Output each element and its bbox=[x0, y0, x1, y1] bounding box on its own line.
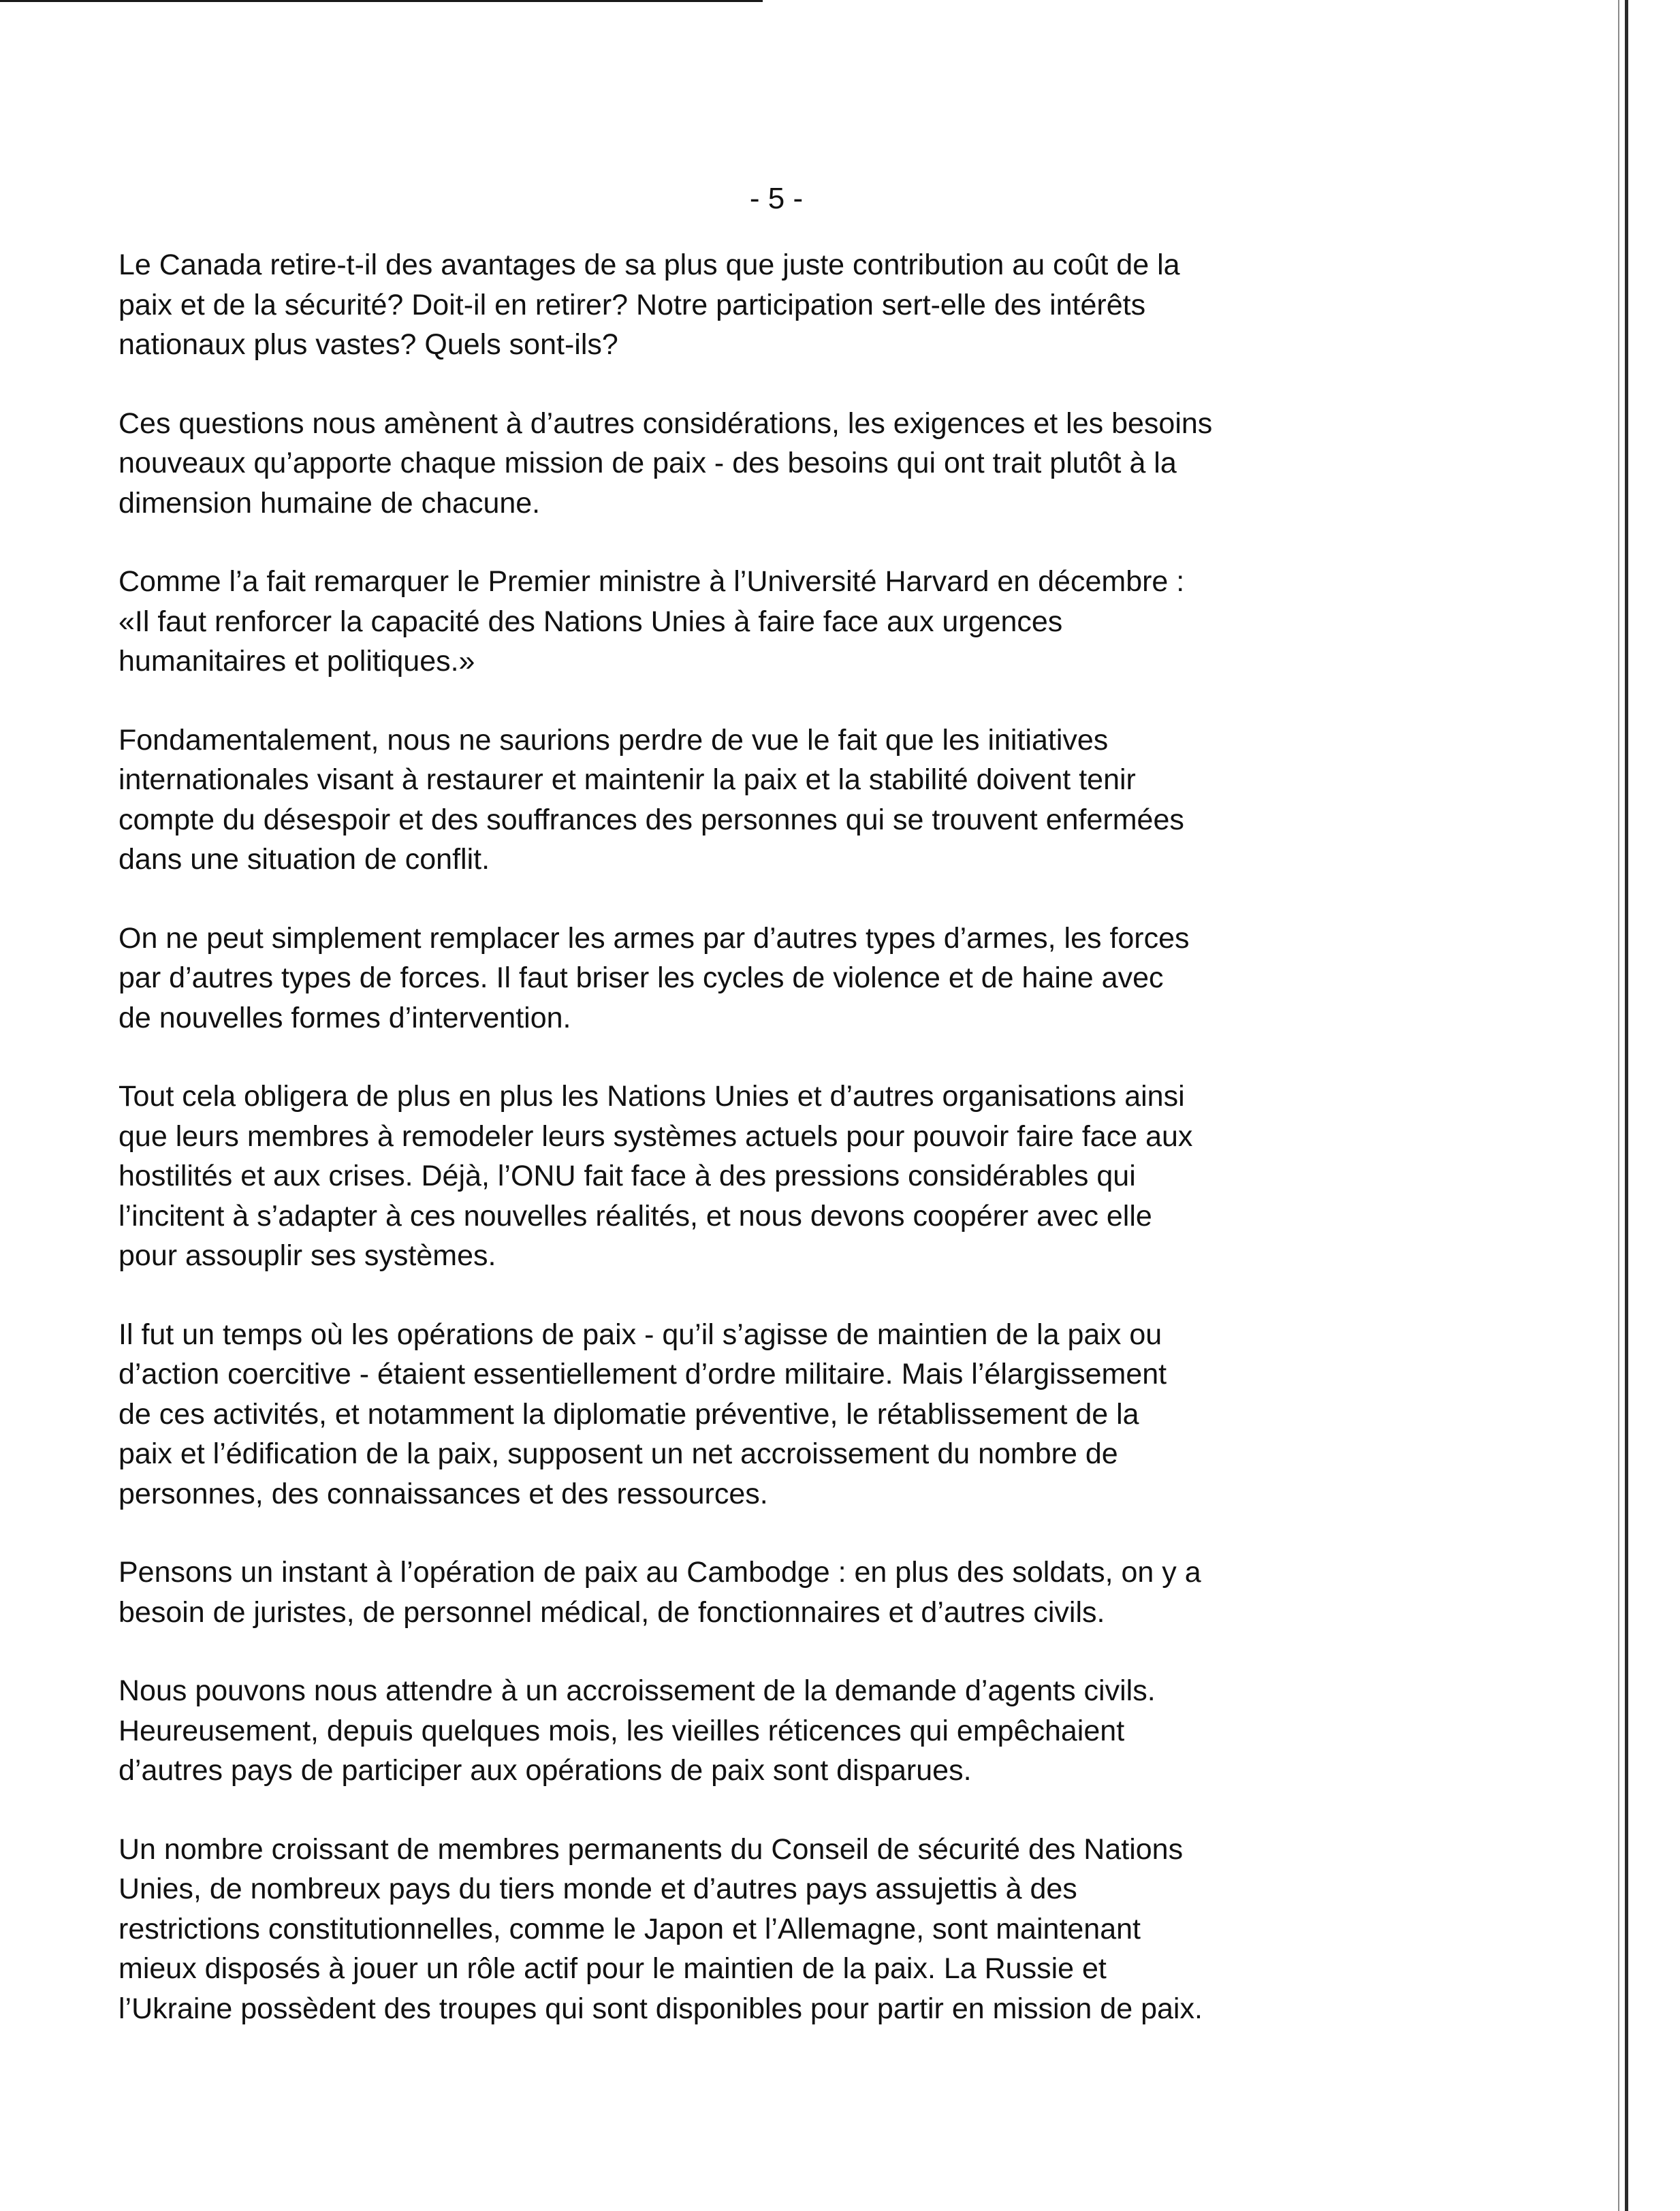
text-line: par d’autres types de forces. Il faut briser les cycles de violence et de haine avec bbox=[118, 961, 1164, 994]
paragraph bbox=[118, 245, 1494, 365]
text-line: personnes, des connaissances et des ressources. bbox=[118, 1477, 768, 1510]
text-line: restrictions constitutionnelles, comme le Japon et l’Allemagne, sont maintenant bbox=[118, 1912, 1141, 1945]
paragraph bbox=[118, 1671, 1494, 1791]
text-line: d’action coercitive - étaient essentiellement d’ordre militaire. Mais l’élargissement bbox=[118, 1358, 1167, 1390]
text-line: Pensons un instant à l’opération de paix au Cambodge : en plus des soldats, on y a bbox=[118, 1556, 1201, 1589]
text-line: que leurs membres à remodeler leurs systèmes actuels pour pouvoir faire face aux bbox=[118, 1119, 1193, 1153]
text-line: Il fut un temps où les opérations de paix - qu’il s’agisse de maintien de la paix ou bbox=[118, 1318, 1162, 1351]
text-line: Ces questions nous amènent à d’autres considérations, les exigences et les besoins bbox=[118, 407, 1213, 440]
body-text bbox=[118, 245, 1494, 2067]
text-line: nouveaux qu’apporte chaque mission de paix - des besoins qui ont trait plutôt à la bbox=[118, 447, 1177, 479]
text-line: l’incitent à s’adapter à ces nouvelles réalités, et nous devons coopérer avec elle bbox=[118, 1199, 1152, 1232]
paragraph bbox=[118, 562, 1494, 682]
scan-right-edge-shadow bbox=[1618, 0, 1619, 2211]
paragraph bbox=[118, 1830, 1494, 2029]
text-line: Fondamentalement, nous ne saurions perdre de vue le fait que les initiatives bbox=[118, 723, 1109, 757]
text-line: l’Ukraine possèdent des troupes qui sont disponibles pour partir en mission de paix. bbox=[118, 1992, 1203, 2025]
paragraph bbox=[118, 720, 1494, 880]
text-line: de nouvelles formes d’intervention. bbox=[118, 1001, 571, 1034]
text-line: de ces activités, et notamment la diplomatie préventive, le rétablissement de la bbox=[118, 1397, 1139, 1431]
text-line: internationales visant à restaurer et maintenir la paix et la stabilité doivent tenir bbox=[118, 763, 1136, 796]
text-line: Unies, de nombreux pays du tiers monde et d’autres pays assujettis à des bbox=[118, 1873, 1077, 1905]
scan-right-edge bbox=[1625, 0, 1628, 2211]
text-line: dimension humaine de chacune. bbox=[118, 486, 541, 520]
text-line: Un nombre croissant de membres permanents du Conseil de sécurité des Nations bbox=[118, 1832, 1184, 1866]
page-number: - 5 - bbox=[749, 182, 804, 215]
text-line: Comme l’a fait remarquer le Premier ministre à l’Université Harvard en décembre : bbox=[118, 565, 1185, 598]
text-line: paix et de la sécurité? Doit-il en retirer? Notre participation sert-elle des intérêts bbox=[118, 288, 1146, 321]
text-line: «Il faut renforcer la capacité des Nations Unies à faire face aux urgences bbox=[118, 605, 1063, 638]
text-line: Nous pouvons nous attendre à un accroissement de la demande d’agents civils. bbox=[118, 1674, 1156, 1707]
text-line: humanitaires et politiques.» bbox=[118, 645, 475, 678]
paragraph bbox=[118, 404, 1494, 524]
text-line: besoin de juristes, de personnel médical, de fonctionnaires et d’autres civils. bbox=[118, 1595, 1105, 1629]
text-line: pour assouplir ses systèmes. bbox=[118, 1239, 496, 1272]
text-line: mieux disposés à jouer un rôle actif pour le maintien de la paix. La Russie et bbox=[118, 1952, 1107, 1985]
paragraph bbox=[118, 1553, 1494, 1632]
text-line: nationaux plus vastes? Quels sont-ils? bbox=[118, 328, 618, 361]
text-line: paix et l’édification de la paix, supposent un net accroissement du nombre de bbox=[118, 1437, 1118, 1470]
text-line: hostilités et aux crises. Déjà, l’ONU fait face à des pressions considérables qui bbox=[118, 1160, 1136, 1192]
text-line: dans une situation de conflit. bbox=[118, 843, 490, 876]
paragraph bbox=[118, 919, 1494, 1038]
text-line: compte du désespoir et des souffrances des personnes qui se trouvent enfermées bbox=[118, 803, 1184, 836]
text-line: Le Canada retire-t-il des avantages de sa plus que juste contribution au coût de la bbox=[118, 249, 1180, 281]
text-line: d’autres pays de participer aux opérations de paix sont disparues. bbox=[118, 1754, 972, 1787]
scan-top-edge bbox=[0, 0, 763, 2]
text-line: Heureusement, depuis quelques mois, les vieilles réticences qui empêchaient bbox=[118, 1714, 1125, 1747]
paragraph bbox=[118, 1077, 1494, 1276]
text-line: Tout cela obligera de plus en plus les Nations Unies et d’autres organisations ainsi bbox=[118, 1080, 1185, 1113]
text-line: On ne peut simplement remplacer les armes par d’autres types d’armes, les forces bbox=[118, 921, 1190, 955]
paragraph bbox=[118, 1315, 1494, 1514]
